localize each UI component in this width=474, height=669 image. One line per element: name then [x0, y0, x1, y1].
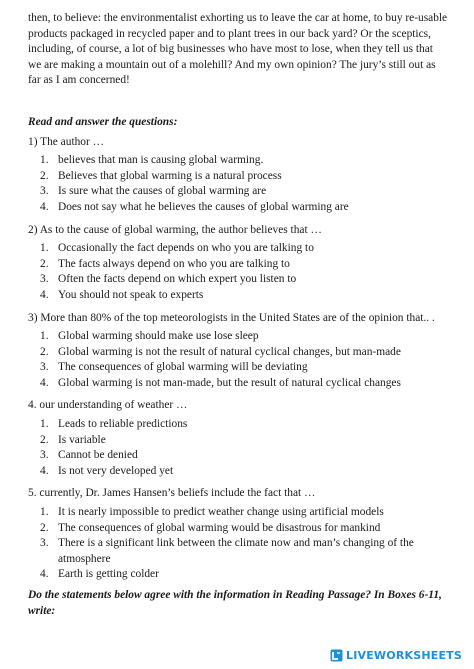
answer-option [40, 567, 448, 583]
option-text: believes that man is causing global warming. [58, 154, 264, 167]
answer-options [28, 241, 448, 303]
option-text: Does not say what he believes the causes of global warming are [58, 200, 349, 213]
option-text: Is sure what the causes of global warming are [58, 185, 267, 198]
option-number: 2. [40, 521, 49, 534]
option-number: 3. [40, 449, 49, 462]
answer-option [40, 505, 448, 521]
answer-options [28, 505, 448, 583]
question-stem: 4. our understanding of weather … [28, 399, 188, 412]
option-text: Often the facts depend on which expert you listen to [58, 273, 297, 286]
answer-options [28, 329, 448, 391]
option-number: 2. [40, 345, 49, 358]
option-text: Occasionally the fact depends on who you are talking to [58, 242, 314, 255]
answer-option [40, 288, 448, 304]
option-number: 3. [40, 185, 49, 198]
answer-options [28, 153, 448, 215]
option-number: 1. [40, 418, 49, 431]
option-text: Cannot be denied [58, 449, 138, 462]
option-text: There is a significant link between the climate now and man’s changing of the atmosphere [58, 537, 414, 565]
option-text: The consequences of global warming would be disastrous for mankind [58, 521, 381, 534]
option-number: 4. [40, 568, 49, 581]
option-number: 3. [40, 361, 49, 374]
intro-paragraph: then, to believe: the environmentalist exhorting us to leave the car at home, to buy re-usable products packaged in recycled paper and to plant trees in our back yard? Or the sceptics, including, of course, a lot of big businesses who have most to lose, when they tell us that we are making a mountain out of a molehill? And my own opinion? The jury’s still out as far as I am concerned! [28, 12, 448, 87]
option-text: It is nearly impossible to predict weather change using artificial models [58, 506, 384, 519]
option-number: 3. [40, 537, 49, 550]
answer-option [40, 345, 448, 361]
answer-option [40, 200, 448, 216]
option-number: 3. [40, 273, 49, 286]
option-number: 2. [40, 169, 49, 182]
answer-option [40, 417, 448, 433]
option-number: 1. [40, 154, 49, 167]
answer-option [40, 184, 448, 200]
answer-option [40, 433, 448, 449]
answer-option [40, 360, 448, 376]
answer-options [28, 417, 448, 479]
answer-option [40, 521, 448, 537]
option-text: You should not speak to experts [58, 288, 204, 301]
section-heading: Read and answer the questions: [28, 115, 178, 128]
option-text: Global warming should make use lose sleep [58, 330, 259, 343]
footer-brand [330, 649, 462, 662]
option-number: 4. [40, 288, 49, 301]
answer-option [40, 376, 448, 392]
answer-option [40, 272, 448, 288]
option-text: Is variable [58, 433, 106, 446]
option-text: Global warming is not the result of natural cyclical changes, but man-made [58, 345, 401, 358]
answer-option [40, 241, 448, 257]
question-list [28, 135, 448, 583]
answer-option [40, 464, 448, 480]
option-text: The facts always depend on who you are talking to [58, 257, 290, 270]
answer-option [40, 536, 448, 567]
option-number: 2. [40, 257, 49, 270]
option-number: 1. [40, 506, 49, 519]
answer-option [40, 169, 448, 185]
option-text: Believes that global warming is a natural process [58, 169, 282, 182]
liveworksheets-logo-icon [330, 649, 343, 662]
option-number: 4. [40, 376, 49, 389]
instruction-text: Do the statements below agree with the information in Reading Passage? In Boxes 6-11, write: [28, 589, 442, 617]
answer-option [40, 448, 448, 464]
option-number: 4. [40, 464, 49, 477]
option-number: 1. [40, 242, 49, 255]
question-stem: 3) More than 80% of the top meteorologists in the United States are of the opinion that.. . [28, 311, 435, 324]
answer-option [40, 153, 448, 169]
option-text: The consequences of global warming will be deviating [58, 361, 308, 374]
question-stem: 1) The author … [28, 135, 105, 148]
option-text: Leads to reliable predictions [58, 418, 188, 431]
brand-name: LIVEWORKSHEETS [346, 649, 462, 662]
option-text: Is not very developed yet [58, 464, 174, 477]
option-text: Earth is getting colder [58, 568, 159, 581]
answer-option [40, 329, 448, 345]
option-number: 2. [40, 433, 49, 446]
answer-option [40, 257, 448, 273]
option-number: 4. [40, 200, 49, 213]
option-number: 1. [40, 330, 49, 343]
question-stem: 2) As to the cause of global warming, the author believes that … [28, 223, 322, 236]
worksheet-page [28, 11, 448, 619]
question-stem: 5. currently, Dr. James Hansen’s beliefs include the fact that … [28, 487, 316, 500]
option-text: Global warming is not man-made, but the result of natural cyclical changes [58, 376, 401, 389]
